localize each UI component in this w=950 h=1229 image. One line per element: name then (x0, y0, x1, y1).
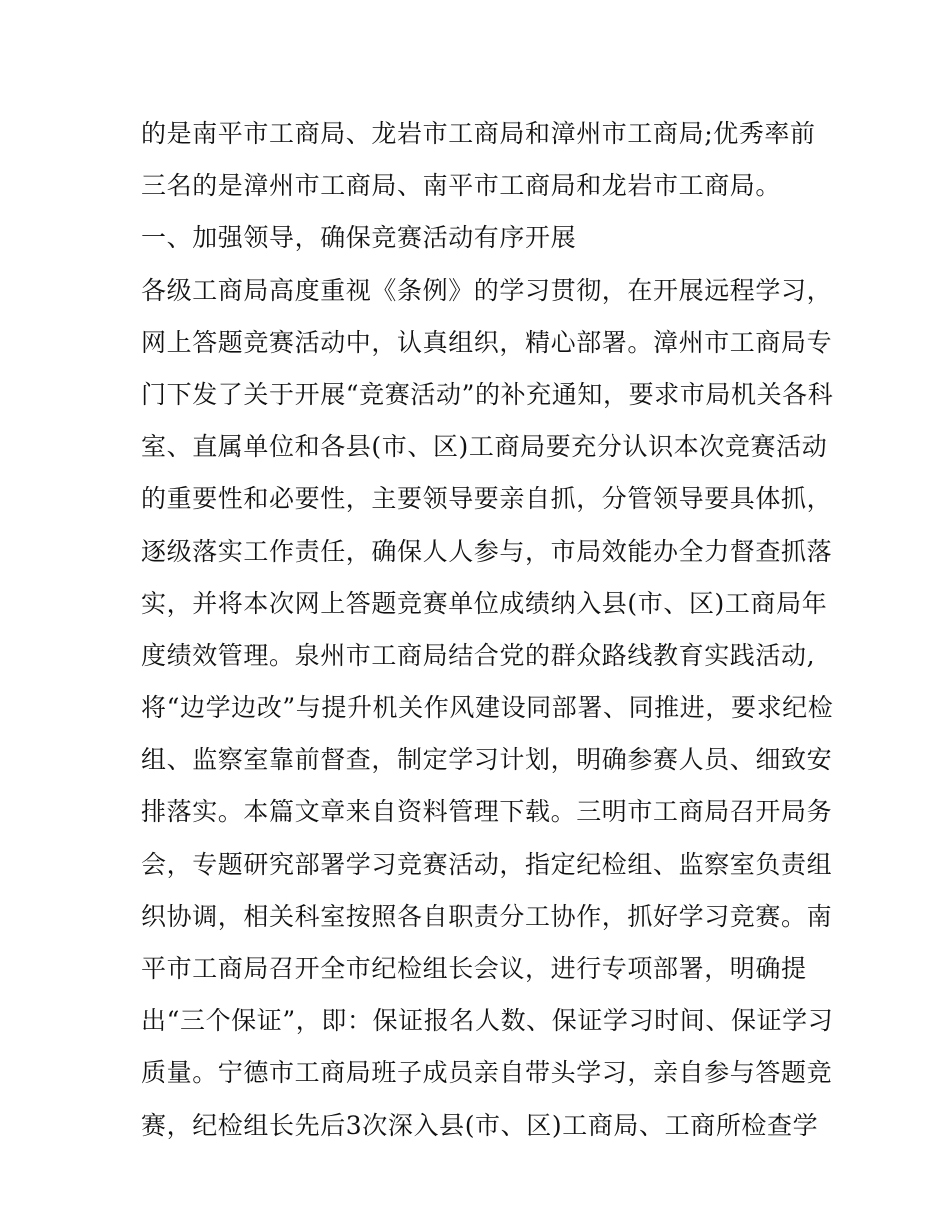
text-line: 三名的是漳州市工商局、南平市工商局和龙岩市工商局。 (141, 171, 782, 201)
text-line: 的重要性和必要性，主要领导要亲自抓，分管领导要具体抓， (141, 484, 833, 514)
text-line: 织协调，相关科室按照各自职责分工协作，抓好学习竞赛。南 (141, 901, 833, 931)
text-line: 网上答题竞赛活动中，认真组织，精心部署。漳州市工商局专 (141, 327, 833, 357)
text-line: 质量。宁德市工商局班子成员亲自带头学习，亲自参与答题竞 (141, 1058, 833, 1088)
document-body (141, 108, 841, 1152)
text-line: 各级工商局高度重视《条例》的学习贯彻，在开展远程学习， (141, 275, 833, 305)
text-line: 会，专题研究部署学习竞赛活动，指定纪检组、监察室负责组 (141, 849, 833, 879)
text-line: 室、直属单位和各县(市、区)工商局要充分认识本次竞赛活动 (141, 432, 828, 462)
text-line: 实，并将本次网上答题竞赛单位成绩纳入县(市、区)工商局年 (141, 588, 828, 618)
text-line: 平市工商局召开全市纪检组长会议，进行专项部署，明确提 (141, 954, 807, 983)
text-line: 门下发了关于开展“竞赛活动”的补充通知，要求市局机关各科 (141, 379, 834, 409)
text-line: 排落实。本篇文章来自资料管理下载。三明市工商局召开局务 (141, 797, 833, 827)
text-line: 的是南平市工商局、龙岩市工商局和漳州市工商局;优秀率前 (141, 119, 816, 148)
text-line: 组、监察室靠前督查，制定学习计划，明确参赛人员、细致安 (141, 745, 833, 775)
section-heading: 一、加强领导，确保竞赛活动有序开展 (141, 223, 577, 253)
text-line: 赛，纪检组长先后3次深入县(市、区)工商局、工商所检查学 (141, 1110, 819, 1140)
text-line: 将“边学边改”与提升机关作风建设同部署、同推进，要求纪检 (141, 693, 834, 723)
text-line: 逐级落实工作责任，确保人人参与，市局效能办全力督查抓落 (141, 536, 833, 566)
text-line: 度绩效管理。泉州市工商局结合党的群众路线教育实践活动, (141, 640, 816, 670)
text-line: 出“三个保证”，即：保证报名人数、保证学习时间、保证学习 (141, 1006, 834, 1036)
